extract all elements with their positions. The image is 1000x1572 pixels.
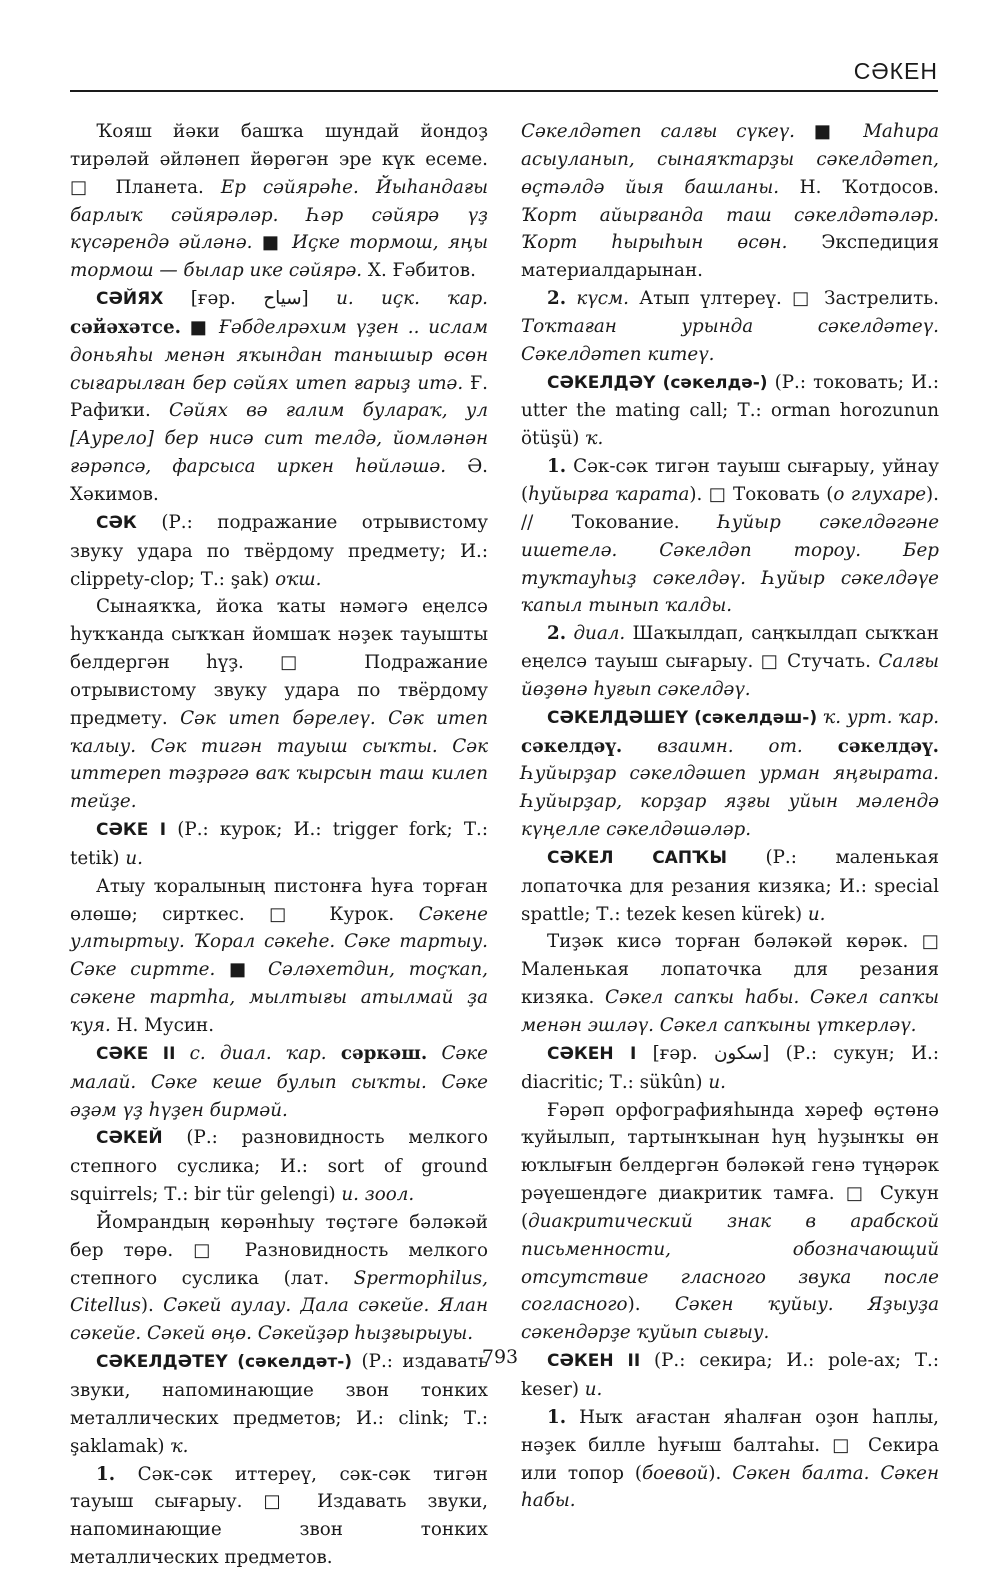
italic-text: и.: [807, 903, 826, 925]
italic-text: Тоҡтаған урында сәкелдәтеү. Сәкелдәтеп китеү.: [521, 315, 939, 365]
headword: СӘКЕЛДӘШЕҮ (сәкелдәш-): [547, 707, 818, 728]
italic-text: Ер сәйярәһе. Йыһандағы барлыҡ сәйярәләр. Һәр сәйярә үҙ күсәрендә әйләнә.: [70, 176, 488, 254]
text-run: [622, 736, 657, 757]
text-run: ■: [261, 232, 292, 254]
text-run: Х. Ғәбитов.: [362, 260, 476, 282]
italic-text: Ғәбделрәхим үҙен .. ислам доньяһы менән яҡындан танышыр өсөн сығарылған бер сәйях итеп ғарыҙ итә.: [70, 316, 488, 394]
headword: СӘКЕ II: [96, 1043, 176, 1064]
dictionary-paragraph: [521, 369, 939, 454]
text-run: Ҡояш йәки башҡа шундай йондоҙ тирәләй әйләнеп йөрөгән эре күк есеме. □ Планета.: [70, 121, 488, 198]
italic-text: Иҫке тормош, яңы тормош — былар ике сәйярә.: [70, 232, 488, 282]
text-run: Н. Ҡотдосов.: [779, 176, 939, 198]
bold-text: 2.: [547, 288, 567, 310]
dictionary-paragraph: [70, 1461, 488, 1572]
headword: СӘКЕН I: [547, 1043, 637, 1064]
dictionary-paragraph: [521, 1097, 939, 1348]
text-run: ).: [708, 1462, 733, 1484]
text-run: ). □ Токовать (: [689, 483, 834, 505]
bold-text: сәйәхәтсе.: [70, 316, 181, 338]
text-run: Ғәрәп орфографияһында хәреф өҫтөнә ҡуйылып, тартынҡынан һуң һуҙынҡы өн юҡлығын белдергән бәләкәй генә түңәрәк рәүешендәге диакритик тамға. □ Сукун (: [521, 1099, 939, 1232]
headword: СӘК: [96, 512, 137, 533]
text-run: [ғәр. سكون] (Р.: сукун; И.: diacritic; Т.: sükûn): [521, 1042, 940, 1093]
italic-text: и. иҫк. ҡар.: [336, 288, 488, 310]
headword: СӘКЕЛДӘҮ (сәкелдә-): [547, 372, 768, 393]
text-run: [175, 1043, 189, 1064]
italic-text: Сәкелдәтеп салғы сүкеү.: [521, 121, 795, 142]
dictionary-paragraph: [521, 453, 939, 620]
dictionary-paragraph: [70, 593, 488, 816]
text-run: [ғәр. سياح]: [163, 288, 337, 310]
dictionary-paragraph: [70, 1124, 488, 1209]
italic-text: Маһира асыуланып, сынаяҡтарҙы сәкелдәтеп, өҫтәлдә йыя башланы.: [521, 121, 939, 198]
dictionary-paragraph: [521, 844, 939, 929]
text-run: ■: [180, 316, 219, 338]
text-run: Экспедиция материалдарынан.: [521, 232, 939, 282]
italic-text: Сәкел сапҡы һабы. Сәкел сапҡы менән эшләү. Сәкел сапҡыны үткерләү.: [521, 987, 940, 1036]
text-run: [427, 1043, 441, 1064]
text-run: (Р.: курок; И.: trigger fork; Т.: tetik): [70, 819, 488, 869]
dictionary-paragraph: [521, 1404, 939, 1515]
italic-text: и. зоол.: [341, 1184, 415, 1206]
text-run: Атып үлтереү. □ Застрелить.: [628, 288, 939, 310]
bold-text: сәркәш.: [340, 1042, 428, 1064]
bold-text: 2.: [547, 623, 567, 645]
text-run: ).: [140, 1295, 164, 1317]
italic-text: Сәке малай. Сәке кеше булып сыҡты. Сәке әҙәм үҙ һүҙен бирмәй.: [70, 1042, 488, 1121]
bold-text: сәкелдәү.: [521, 735, 623, 757]
text-run: Сынаяҡҡа, йоҡа ҡаты нәмәгә еңелсә һуҡҡанда сыҡҡан йомшаҡ нәҙек тауышты белдергән һүҙ. □ Подражание отрывистому звуку удара по твёрдому предмету.: [70, 596, 488, 729]
dictionary-paragraph: [521, 118, 939, 285]
italic-text: Сәкен балта. Сәкен һабы.: [521, 1462, 939, 1512]
italic-text: и.: [584, 1378, 603, 1400]
text-run: Ә. Хәкимов.: [70, 456, 488, 505]
text-run: Сәк-сәк тигән тауыш сығарыу, уйнау (: [521, 456, 939, 505]
italic-text: с. диал. ҡар.: [189, 1042, 341, 1064]
italic-text: и.: [708, 1071, 726, 1093]
text-run: Ныҡ ағастан яһалған оҙон һаплы, нәҙек билле һуғыш балтаһы. □ Секира или топор (: [521, 1406, 939, 1484]
italic-text: Ҡорт айырғанда таш сәкелдәтәләр. Ҡорт һырыһын өсөн.: [521, 204, 939, 254]
italic-text: о глухаре: [833, 483, 927, 505]
text-run: ).: [627, 1294, 675, 1316]
dictionary-paragraph: [521, 1040, 939, 1097]
text-run: Атыу ҡоралының пистонға һуға торған өлөшө; сирткес. □ Курок.: [70, 875, 488, 925]
text-run: Тиҙәк кисә торған бәләкәй көрәк. □ Маленькая лопаточка для резания кизяка.: [521, 931, 939, 1009]
text-run: Йомрандың көрәнһыу төҫтәге бәләкәй бер төрө. □ Разновидность мелкого степного суслика (лат.: [70, 1211, 488, 1289]
text-run: ■: [794, 121, 864, 142]
italic-text: диакритический знак в арабской письменности, обозначающий отсутствие гласного звука после согласного: [521, 1210, 939, 1316]
text-run: (Р.: токовать; И.: utter the mating call; Т.: orman horozunun ötüşü): [521, 371, 939, 450]
italic-text: боевой: [641, 1462, 709, 1484]
italic-text: һуйырға ҡарата: [528, 483, 690, 505]
text-run: Ғ. Рафиҡи.: [70, 372, 488, 422]
running-head: СӘКЕН: [853, 58, 938, 84]
italic-text: ҡ.: [585, 428, 604, 450]
italic-text: ҡ. урт. ҡар.: [823, 706, 939, 728]
bold-text: сәкелдәү.: [837, 735, 939, 757]
italic-text: Сәйях вә ғалим булараҡ, ул [Аурело] бер нисә сит телдә, йомләнән ғәрәпсә, фарсыса иркен һөйләшә.: [70, 400, 488, 478]
italic-text: Сәләхетдин, тоҫҡап, сәкене тартһа, мылтығы атылмай ҙа ҡуя.: [70, 959, 488, 1036]
text-run: Шаҡылдап, саңҡылдап сыҡҡан еңелсә тауыш сығарыу. □ Стучать.: [521, 623, 939, 673]
headword: СӘКЕЙ: [96, 1128, 163, 1149]
italic-text: Һуйырҙар сәкелдәшеп урман яңғырата. Һуйырҙар, корҙар яҙғы уйын мәлендә күңелле сәкелдәшәләр.: [521, 763, 939, 841]
italic-text: Һуйыр сәкелдәгәне ишетелә. Сәкелдәп тороу. Бер туҡтауһыҙ сәкелдәү. Һуйыр сәкелдәүе ҡапыл тынып ҡалды.: [521, 511, 940, 617]
dictionary-paragraph: [521, 620, 939, 704]
text-run: (Р.: разновидность мелкого степного суслика; И.: sort of ground squirrels; Т.: bir tür gelengi): [70, 1127, 488, 1206]
headword: СӘКЕЛДӘТЕҮ (сәкелдәт-): [96, 1352, 353, 1373]
text-run: (Р.: издавать звуки, напоминающие звон тонких металлических предметов; И.: clink; Т.: şaklamak): [70, 1351, 488, 1457]
dictionary-paragraph: [70, 816, 488, 873]
page-number: 793: [481, 1346, 519, 1368]
dictionary-paragraph: [521, 928, 939, 1039]
text-run: Сәк-сәк иттереү, сәк-сәк тигән тауыш сығарыу. □ Издавать звуки, напоминающие звон тонких металлических предметов.: [70, 1463, 488, 1569]
text-run: (Р.: маленькая лопаточка для резания кизяка; И.: special spattle; Т.: tezek kesen kürek): [521, 846, 939, 925]
dictionary-paragraph: [70, 509, 488, 594]
italic-text: взаимн. от.: [657, 735, 838, 757]
dictionary-paragraph: [70, 285, 488, 509]
text-run: [566, 288, 576, 309]
dictionary-paragraph: [70, 1040, 488, 1125]
headword: СӘЙЯХ: [96, 289, 164, 310]
text-run: (Р.: секира; И.: pole-ax; Т.: keser): [521, 1350, 939, 1400]
header-rule: [70, 90, 938, 92]
headword: СӘКЕ I: [96, 820, 167, 841]
dictionary-paragraph: [70, 118, 488, 285]
bold-text: 1.: [96, 1463, 116, 1485]
italic-text: Сәк итеп бәрелеү. Сәк итеп ҡалыу. Сәк тигән тауыш сыҡты. Сәк иттереп тәҙрәгә ваҡ ҡырсын таш килеп тейҙе.: [70, 707, 488, 813]
italic-text: Spermophilus, Citellus: [70, 1267, 488, 1317]
italic-text: күсм.: [576, 288, 629, 310]
dictionary-paragraph: [521, 704, 939, 844]
headword: СӘКЕН II: [547, 1351, 641, 1372]
text-run: ■: [215, 959, 269, 981]
italic-text: ҡ.: [170, 1435, 189, 1457]
italic-text: Салғы йөҙөнә һуғып сәкелдәү.: [521, 651, 939, 700]
italic-text: диал.: [573, 623, 626, 645]
text-run: Н. Мусин.: [110, 1015, 215, 1036]
bold-text: 1.: [547, 1406, 567, 1428]
dictionary-paragraph: [70, 1209, 488, 1348]
headword: СӘКЕЛ САПҠЫ: [547, 847, 727, 868]
dictionary-paragraph: [70, 873, 488, 1040]
italic-text: оҡш.: [275, 568, 322, 590]
italic-text: Сәкене ултыртыу. Ҡорал сәкеһе. Сәке тартыу. Сәке сиртте.: [70, 903, 488, 981]
italic-text: и.: [125, 847, 143, 869]
bold-text: 1.: [547, 456, 567, 478]
italic-text: Сәкей аулау. Дала сәкейе. Ялан сәкейе. Сәкей өңө. Сәкейҙәр һыҙғырыуы.: [70, 1295, 488, 1345]
right-column: [521, 118, 939, 1515]
italic-text: Сәкен ҡуйыу. Яҙыуҙа сәкендәрҙе ҡуйып сығыу.: [521, 1294, 939, 1344]
dictionary-paragraph: [521, 285, 939, 369]
text-run: (Р.: подражание отрывистому звуку удара по твёрдому предмету; И.: clippety-clop; Т.: şak): [70, 511, 488, 590]
text-run: ). // Токование.: [521, 483, 939, 533]
